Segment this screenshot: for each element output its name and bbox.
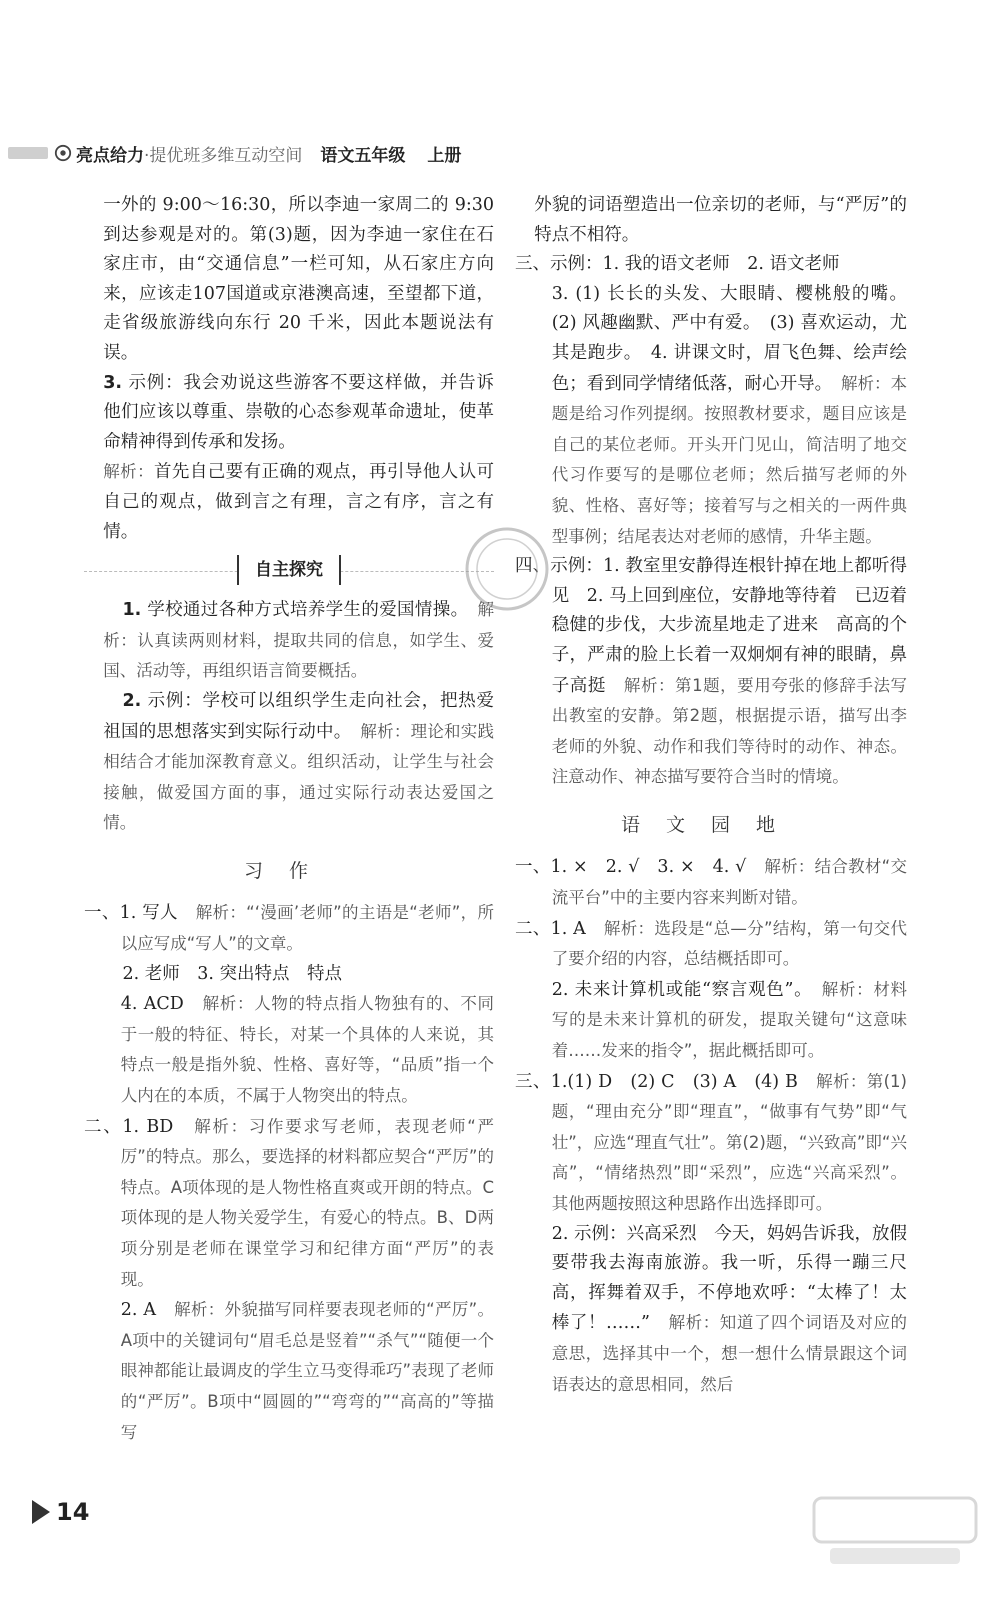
answer-paragraph bbox=[515, 914, 907, 975]
section-divider bbox=[84, 549, 494, 593]
answer-text: 示例：我会劝说这些游客不要这样做，并告诉他们应该以尊重、崇敬的心态参观革命遗址，使革命精神得到传承和发扬。 bbox=[103, 372, 494, 452]
brand-name: 亮点给力 bbox=[76, 145, 144, 166]
answer-text: 2. 未来计算机或能“察言观色”。 bbox=[551, 979, 804, 1000]
answer-paragraph: 三、示例：1. 我的语文老师 2. 语文老师 bbox=[515, 254, 840, 275]
section-heading bbox=[237, 555, 341, 585]
analysis-text: 解析：选段是“总—分”结构，第一句交代了要介绍的内容，总结概括即可。 bbox=[551, 918, 907, 969]
answer-paragraph bbox=[84, 1295, 494, 1448]
analysis-text: 解析：第1题，要用夸张的修辞手法写出教室的安静。第2题，根据提示语，描写出李老师的外貌、动作和我们等待时的动作、神态。注意动作、神态描写要符合当时的情境。 bbox=[551, 675, 908, 787]
analysis-text: 首先自己要有正确的观点，再引导他人认可自己的观点，做到言之有理，言之有序，言之有情。 bbox=[103, 462, 494, 542]
answer-text: 学校通过各种方式培养学生的爱国情操。 bbox=[141, 600, 460, 621]
analysis-text: 解析：“‘漫画’老师”的主语是“老师”，所以应写成“写人”的文章。 bbox=[120, 903, 495, 954]
answer-text: 二、1. A bbox=[515, 918, 586, 939]
section-heading-text: 自主探究 bbox=[255, 560, 323, 581]
answer-paragraph bbox=[84, 960, 494, 990]
header-decor-bar bbox=[8, 147, 48, 159]
section-title: 语文园地 bbox=[620, 813, 801, 836]
answer-text: 三、1.(1) D (2) C (3) A (4) B bbox=[515, 1071, 798, 1092]
stamp-watermark-icon bbox=[462, 524, 552, 614]
analysis-text: 解析：材料写的是未来计算机的研发，提取关键句“这意味着……发来的指令”，据此概括即可。 bbox=[551, 979, 908, 1061]
analysis-text: 解析：认真读两则材料，提取共同的信息，如学生、爱国、活动等，再组织语言简要概括。 bbox=[103, 600, 494, 681]
site-watermark-icon bbox=[810, 1490, 980, 1570]
page-number-text: 14 bbox=[56, 1498, 90, 1526]
analysis-text: 解析：人物的特点指人物独有的、不同于一般的特征、特长，对某一个具体的人来说，其特点一般是指外貌、性格、喜好等，“品质”指一个人内在的本质，不属于人物突出的特点。 bbox=[120, 994, 495, 1106]
page-arrow-icon bbox=[32, 1500, 50, 1524]
answer-paragraph bbox=[84, 369, 494, 458]
answer-text: 二、1. BD bbox=[84, 1116, 174, 1137]
analysis-text: 解析：外貌描写同样要表现老师的“严厉”。A项中的关键词句“眉毛总是竖着”“杀气”“随便一个眼神都能让最调皮的学生立马变得乖巧”表现了老师的“严厉”。B项中“圆圆的”“弯弯的”“高高的”等描写 bbox=[120, 1300, 495, 1442]
analysis-text: 解析：习作要求写老师，表现老师“严厉”的特点。那么，要选择的材料都应契合“严厉”的特点。A项体现的是人物性格直爽或开朗的特点。C项体现的是人物关爱学生，有爱心的特点。B、D两项分别是老师在课堂学习和纪律方面“严厉”的表现。 bbox=[120, 1116, 494, 1289]
answer-text: 一、1. × 2. √ 3. × 4. √ bbox=[515, 857, 747, 878]
answer-paragraph bbox=[515, 852, 907, 913]
right-column bbox=[515, 191, 907, 1400]
item-number: 2. bbox=[122, 690, 142, 711]
answer-text: 四、示例：1. 教室里安静得连根针掉在地上都听得见 2. 马上回到座位，安静地等待着 已迈着稳健的步伐，大步流星地走了进来 高高的个子，严肃的脸上长着一双炯炯有神的眼睛，鼻子高挺 bbox=[515, 556, 907, 696]
brand-logo-icon bbox=[54, 144, 72, 162]
item-number: 3. bbox=[103, 372, 123, 393]
answer-paragraph: 外貌的词语塑造出一位亲切的老师，与“严厉”的特点不相符。 bbox=[534, 195, 907, 245]
analysis-text: 解析：第(1)题，“理由充分”即“理直”，“做事有气势”即“气壮”，应选“理直气壮”。第(2)题，“兴致高”即“兴高”，“情绪热烈”即“采烈”，应选“兴高采烈”。其他两题按照这种思路作出选择即可。 bbox=[551, 1071, 907, 1213]
brand-subtitle: ·提优班多维互动空间 bbox=[144, 145, 303, 166]
answer-text: 一、1. 写人 bbox=[84, 903, 178, 924]
answer-paragraph bbox=[515, 1220, 907, 1401]
answer-text: 2. 示例：兴高采烈 今天，妈妈告诉我，放假要带我去海南旅游。我一听，乐得一蹦三尺高，挥舞着双手，不停地欢呼：“太棒了！太棒了！……” bbox=[551, 1223, 907, 1334]
answer-paragraph: 一外的 9:00～16:30，所以李迪一家周二的 9:30 到达参观是对的。第(3)题，因为李迪一家住在石家庄市，由“交通信息”一栏可知，从石家庄方向来，应该走107国道或京港澳高速，至望都下道，走省级旅游线向东行 20 千米，因此本题说法有误。 bbox=[103, 195, 494, 363]
subject-title: 语文五年级 bbox=[320, 145, 406, 166]
analysis-text: 解析：理论和实践相结合才能加深教育意义。组织活动，让学生与社会接触，做爱国方面的事，通过实际行动表达爱国之情。 bbox=[103, 721, 495, 833]
analysis-label: 解析： bbox=[103, 462, 154, 482]
section-title: 习作 bbox=[243, 859, 334, 882]
page-header bbox=[8, 138, 461, 168]
answer-text: 4. ACD bbox=[120, 994, 184, 1015]
analysis-text: 解析：知道了四个词语及对应的意思，选择其中一个，想一想什么情景跟这个词语表达的意思相同，然后 bbox=[551, 1313, 908, 1394]
analysis-paragraph bbox=[84, 457, 494, 547]
page-number bbox=[32, 1498, 89, 1526]
left-column bbox=[84, 191, 494, 1448]
answer-paragraph bbox=[515, 1067, 907, 1220]
answer-paragraph bbox=[84, 687, 494, 839]
item-number: 1. bbox=[122, 600, 142, 621]
answer-paragraph bbox=[84, 989, 494, 1111]
answer-paragraph bbox=[84, 898, 494, 959]
answer-text: 2. 老师 3. 突出特点 特点 bbox=[122, 963, 343, 984]
analysis-text: 解析：本题是给习作列提纲。按照教材要求，题目应该是自己的某位老师。开头开门见山，简洁明了地交代习作要写的是哪位老师；然后描写老师的外貌、性格、喜好等；接着写与之相关的一两件典型事例；结尾表达对老师的感情，升华主题。 bbox=[551, 373, 908, 546]
answer-paragraph bbox=[515, 552, 907, 793]
answer-text: 3. (1) 长长的头发、大眼睛、樱桃般的嘴。(2) 风趣幽默、严中有爱。 (3) 喜欢运动，尤其是跑步。 4. 讲课文时，眉飞色舞、绘声绘色；看到同学情绪低落，耐心开导。 bbox=[551, 283, 907, 394]
answer-text: 2. A bbox=[120, 1300, 156, 1321]
answer-text: 示例：学校可以组织学生走向社会，把热爱祖国的思想落实到实际行动中。 bbox=[103, 690, 494, 742]
answer-paragraph bbox=[515, 975, 907, 1067]
answer-paragraph bbox=[84, 1112, 494, 1296]
answer-paragraph bbox=[84, 595, 494, 687]
analysis-text: 解析：结合教材“交流平台”中的主要内容来判断对错。 bbox=[551, 857, 907, 908]
volume-label: 上册 bbox=[427, 145, 462, 166]
answer-paragraph bbox=[515, 280, 907, 552]
